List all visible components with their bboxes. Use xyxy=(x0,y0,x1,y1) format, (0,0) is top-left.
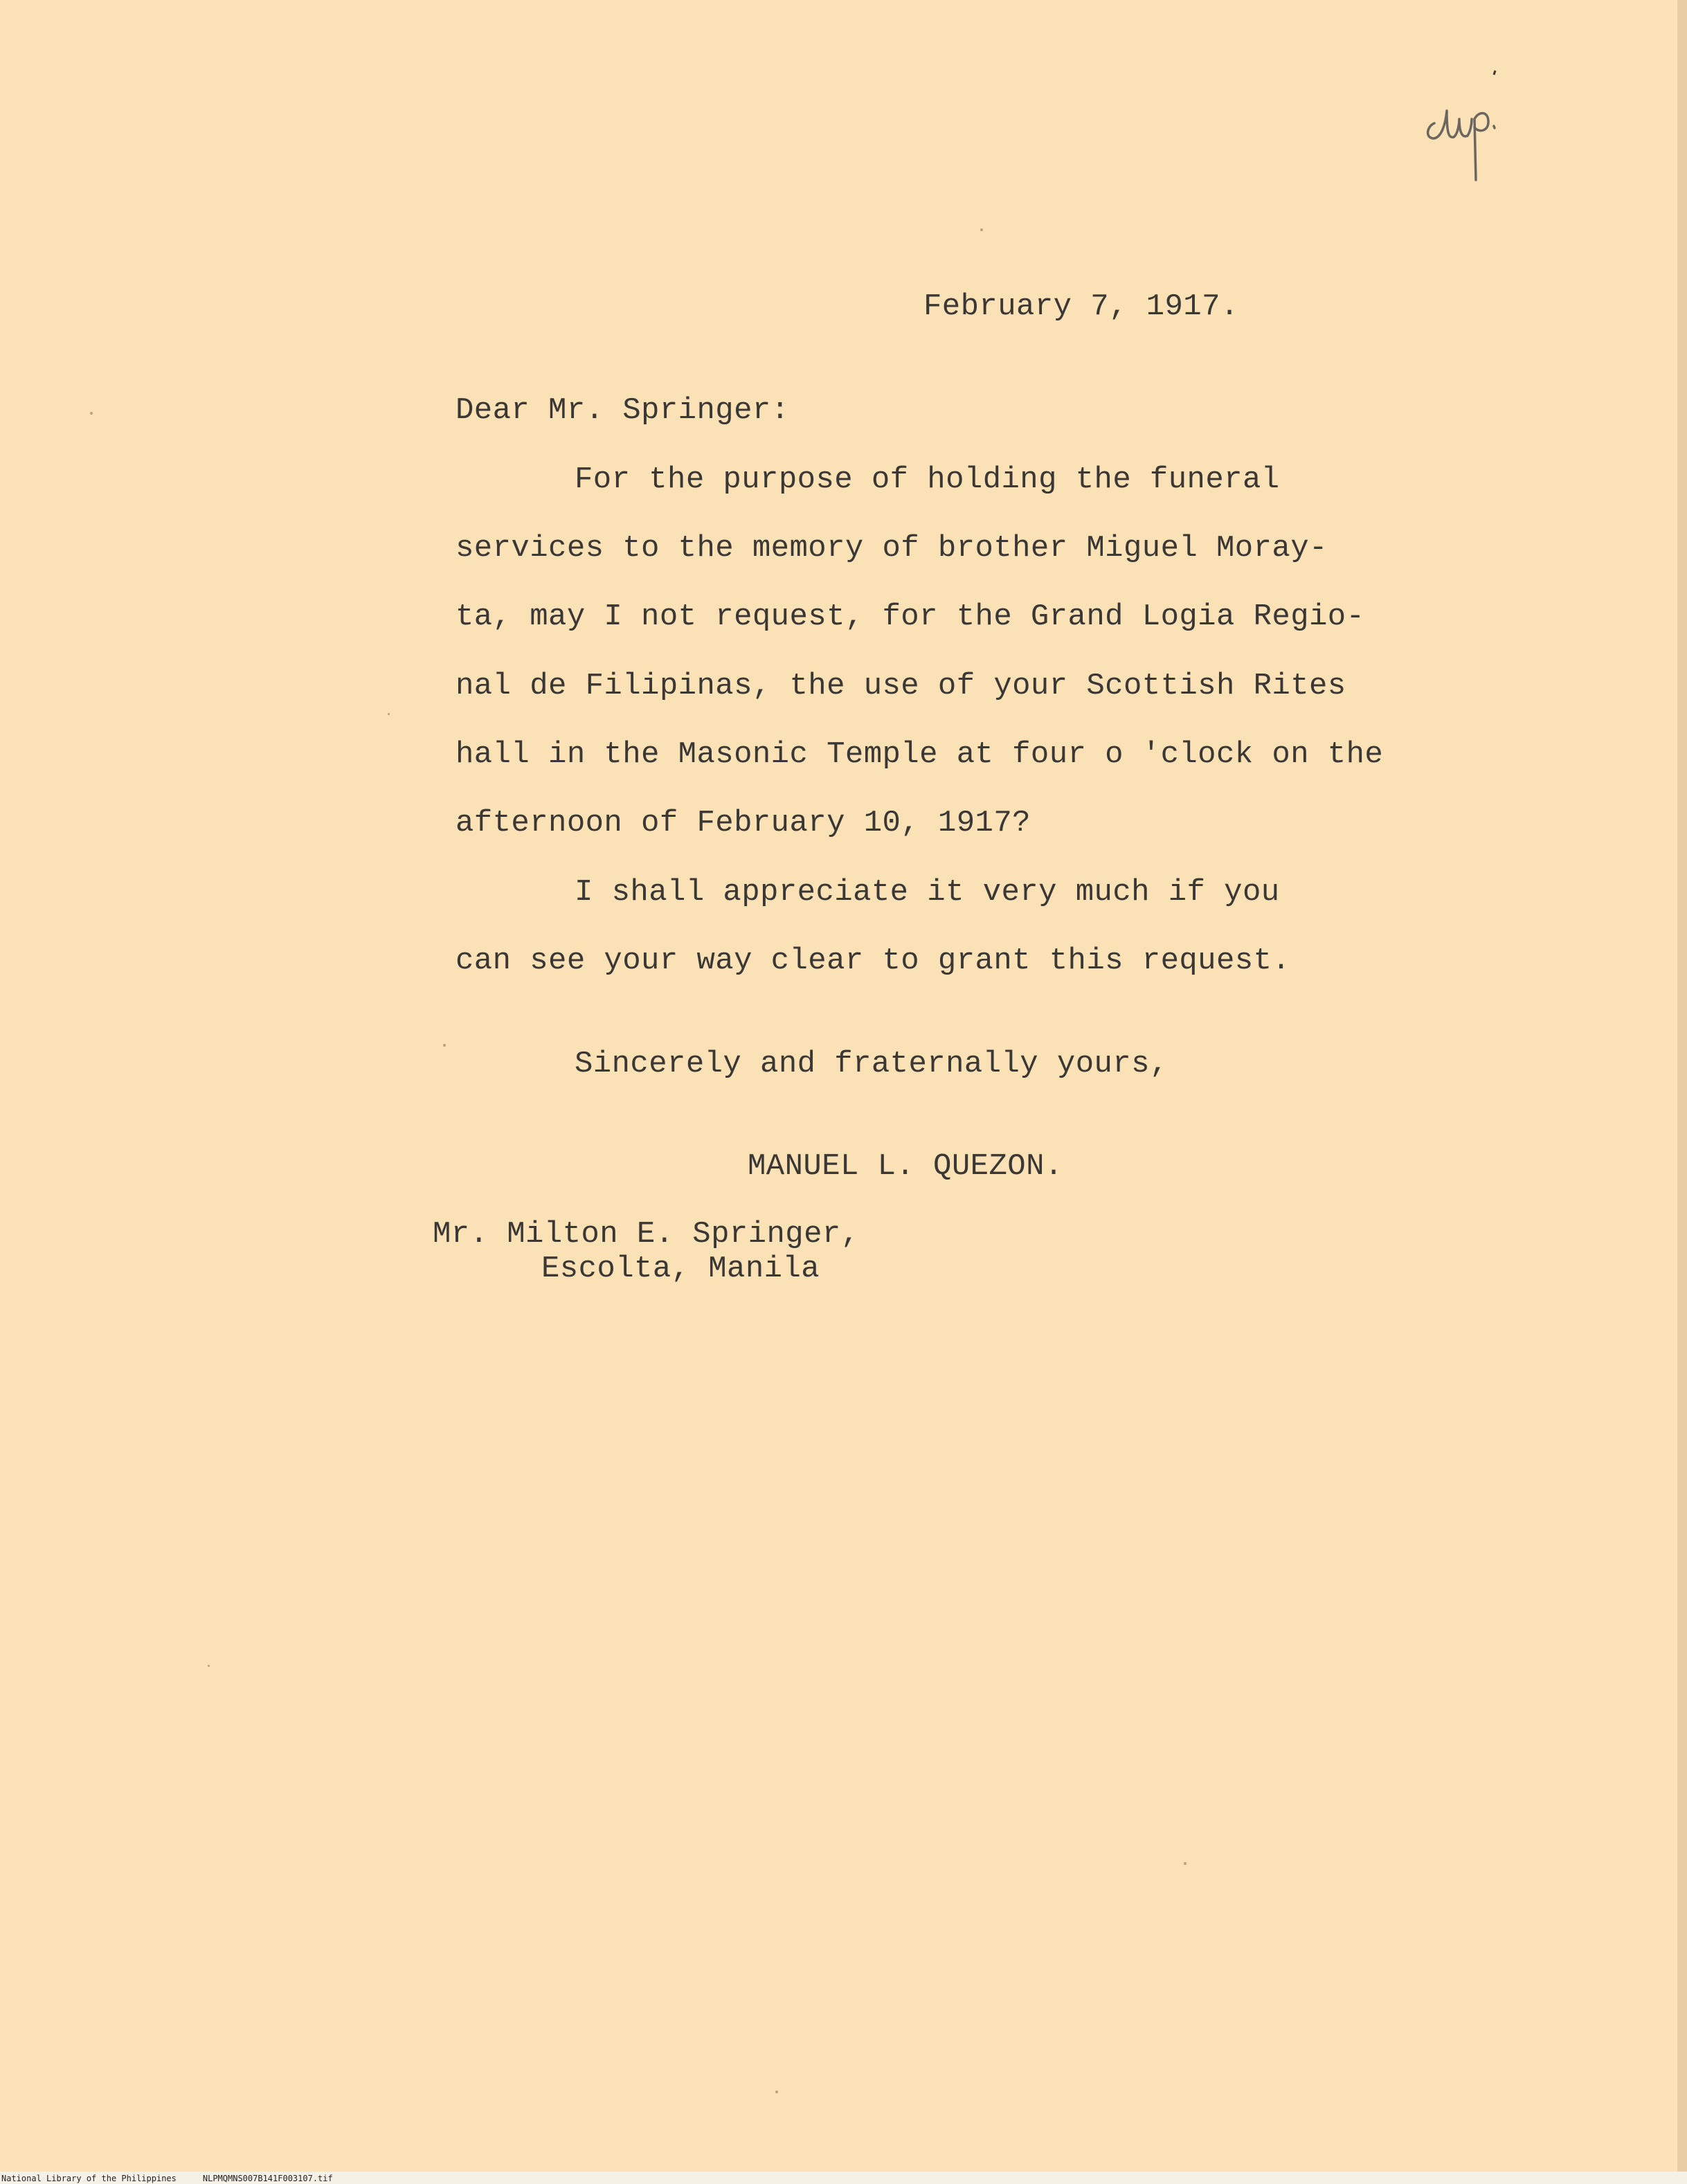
recipient-address: Escolta, Manila xyxy=(541,1252,820,1286)
paragraph-1-line-6: afternoon of February 10, 1917? xyxy=(455,806,1031,840)
paragraph-1-line-5: hall in the Masonic Temple at four o 'clock on the xyxy=(455,737,1384,772)
paper-right-edge xyxy=(1677,0,1687,2184)
paragraph-1-line-4: nal de Filipinas, the use of your Scottish Rites xyxy=(455,669,1346,703)
paragraph-1-line-2: services to the memory of brother Miguel Moray- xyxy=(455,531,1328,566)
paper-speck xyxy=(208,1665,210,1667)
paragraph-2-line-1: I shall appreciate it very much if you xyxy=(575,875,1280,910)
handwritten-dup-annotation xyxy=(1412,42,1544,194)
paper-speck xyxy=(980,228,983,231)
complimentary-closing: Sincerely and fraternally yours, xyxy=(575,1047,1169,1081)
paragraph-1-line-1: For the purpose of holding the funeral xyxy=(575,462,1280,497)
paper-speck xyxy=(1184,1862,1187,1865)
footer-file-id: NLPMQMNS007B141F003107.tif xyxy=(202,2174,333,2183)
footer-library-name: National Library of the Philippines xyxy=(1,2174,177,2183)
paragraph-2-line-2: can see your way clear to grant this request. xyxy=(455,944,1291,978)
typed-signature: MANUEL L. QUEZON. xyxy=(748,1149,1063,1184)
paragraph-1-line-3: ta, may I not request, for the Grand Logia Regio- xyxy=(455,599,1365,634)
recipient-name: Mr. Milton E. Springer, xyxy=(433,1217,860,1252)
paper-speck xyxy=(443,1044,446,1047)
letter-date: February 7, 1917. xyxy=(923,289,1239,324)
scan-footer-caption xyxy=(1,2174,359,2183)
paper-speck xyxy=(388,713,390,715)
salutation: Dear Mr. Springer: xyxy=(455,393,790,428)
paper-speck xyxy=(775,2091,778,2093)
paper-speck xyxy=(90,412,93,415)
